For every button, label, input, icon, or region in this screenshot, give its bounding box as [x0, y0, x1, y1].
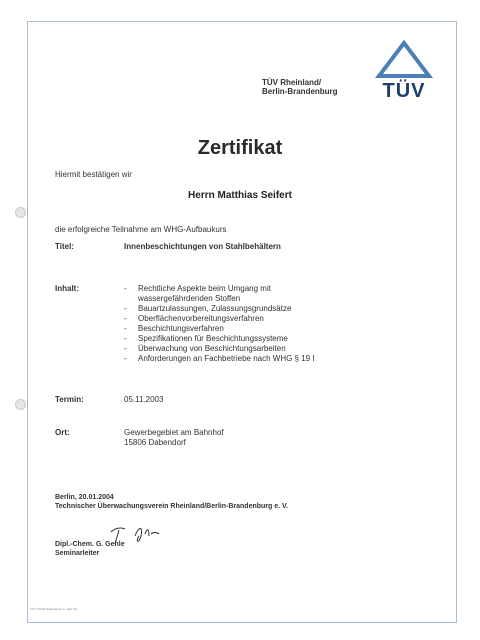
inhalt-item-line: Anforderungen an Fachbetriebe nach WHG § 19 I — [138, 354, 315, 363]
org-line-1: TÜV Rheinland/ — [262, 78, 322, 87]
inhalt-item — [124, 284, 315, 304]
inhalt-item-text — [138, 344, 286, 354]
inhalt-label: Inhalt: — [55, 284, 79, 293]
ort-line-2: 15806 Dabendorf — [124, 438, 186, 447]
logo-text: TÜV — [382, 80, 426, 102]
footer-issuer — [55, 493, 288, 511]
inhalt-item-line: Oberflächenvorbereitungsverfahren — [138, 314, 264, 323]
bullet-dash: - — [124, 304, 127, 313]
titel-value: Innenbeschichtungen von Stahlbehältern — [124, 242, 281, 251]
inhalt-item — [124, 304, 315, 314]
issuer-name: Technischer Überwachungsverein Rheinland/Berlin-Brandenburg e. V. — [55, 503, 288, 510]
inhalt-item — [124, 354, 315, 364]
ort-value — [124, 428, 224, 448]
bullet-dash: - — [124, 284, 127, 293]
inhalt-list — [124, 284, 315, 364]
titel-label: Titel: — [55, 242, 74, 251]
inhalt-item-line: Spezifikationen für Beschichtungssysteme — [138, 334, 288, 343]
termin-label: Termin: — [55, 395, 84, 404]
inhalt-item-line: Rechtliche Aspekte beim Umgang mit — [138, 284, 271, 293]
certificate-title: Zertifikat — [197, 137, 283, 159]
bullet-dash: - — [124, 334, 127, 343]
bullet-dash: - — [124, 344, 127, 353]
inhalt-item — [124, 344, 315, 354]
termin-value: 05.11.2003 — [124, 395, 164, 404]
punch-hole-top — [15, 207, 26, 218]
place-date: Berlin, 20.01.2004 — [55, 494, 114, 501]
inhalt-item-text — [138, 324, 224, 334]
inhalt-item-line: Überwachung von Beschichtungsarbeiten — [138, 344, 286, 353]
inhalt-item-text — [138, 334, 288, 344]
organization-name — [262, 78, 338, 96]
signatory-name: Dipl.-Chem. G. Gehle — [55, 541, 125, 548]
inhalt-item — [124, 334, 315, 344]
recipient-name: Herrn Matthias Seifert — [188, 190, 292, 201]
inhalt-item — [124, 314, 315, 324]
inhalt-item-text — [138, 314, 264, 324]
inhalt-item — [124, 324, 315, 334]
bullet-dash: - — [124, 314, 127, 323]
ort-label: Ort: — [55, 428, 70, 437]
inhalt-item-text — [138, 304, 291, 314]
triangle-icon — [372, 40, 436, 80]
footer-signatory — [55, 540, 125, 558]
org-line-2: Berlin-Brandenburg — [262, 87, 338, 96]
bullet-dash: - — [124, 354, 127, 363]
form-number: V/TÜ 10/02 Nettosatzun K. Jahr 9r1 — [30, 607, 78, 611]
inhalt-item-text — [138, 354, 315, 364]
ort-line-1: Gewerbegebiet am Bahnhof — [124, 428, 224, 437]
participation-text: die erfolgreiche Teilnahme am WHG-Aufbaukurs — [55, 225, 227, 234]
bullet-dash: - — [124, 324, 127, 333]
signatory-role: Seminarleiter — [55, 550, 100, 557]
inhalt-item-line: wassergefährdenden Stoffen — [138, 294, 241, 303]
tuv-logo — [372, 40, 436, 108]
inhalt-item-text — [138, 284, 271, 304]
inhalt-item-line: Beschichtungsverfahren — [138, 324, 224, 333]
inhalt-item-line: Bauartzulassungen, Zulassungsgrundsätze — [138, 304, 292, 313]
intro-text: Hiermit bestätigen wir — [55, 170, 132, 179]
punch-hole-bottom — [15, 399, 26, 410]
